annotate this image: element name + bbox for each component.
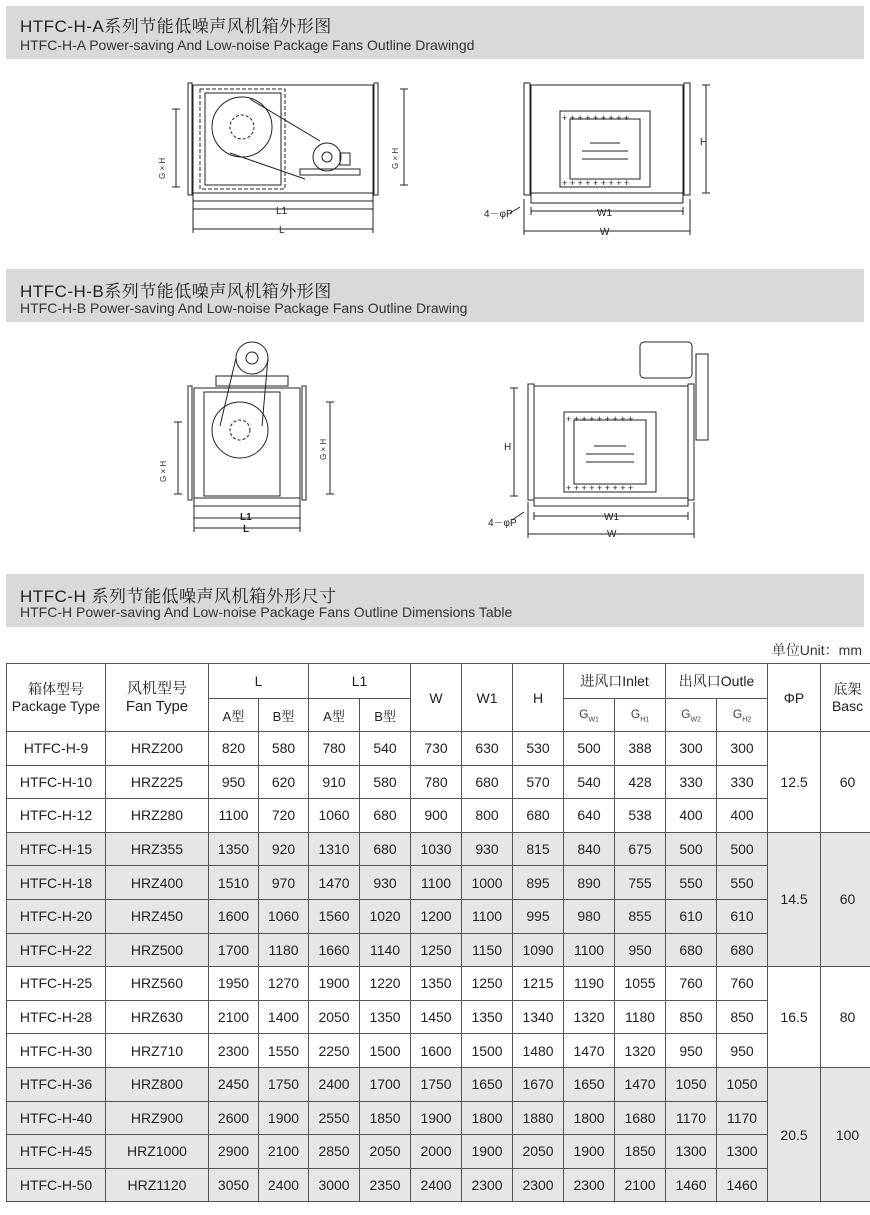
cell-gw2: 1170 <box>666 1101 717 1135</box>
header-fan-type <box>106 664 209 732</box>
cell-gh2: 330 <box>717 765 768 799</box>
cell-base: 80 <box>821 967 870 1068</box>
table-row <box>7 967 870 1001</box>
cell-l-b: 1750 <box>259 1067 309 1101</box>
cell-w: 1600 <box>411 1034 462 1068</box>
header-package-type-en: Package Type <box>11 697 101 714</box>
cell-fan-type: HRZ560 <box>106 967 209 1001</box>
header-fan-type-cn: 风机型号 <box>126 679 187 697</box>
cell-gh1: 1180 <box>615 1000 666 1034</box>
cell-gh1: 1850 <box>615 1135 666 1169</box>
cell-fan-type: HRZ710 <box>106 1034 209 1068</box>
cell-fan-type: HRZ900 <box>106 1101 209 1135</box>
cell-l1-b: 1500 <box>360 1034 411 1068</box>
cell-gw1: 500 <box>564 732 615 766</box>
section-c-title-en: HTFC-H Power-saving And Low-noise Package Fans Outline Dimensions Table <box>20 604 513 620</box>
cell-base: 60 <box>821 732 870 833</box>
cell-l1-b: 680 <box>360 799 411 833</box>
table-row <box>7 1135 870 1169</box>
cell-gh1: 538 <box>615 799 666 833</box>
svg-text:+ + + + + + + + +: + + + + + + + + + <box>562 113 630 123</box>
table-row <box>7 832 870 866</box>
label-a-w: W <box>600 227 610 238</box>
cell-package-type: HTFC-H-28 <box>7 1000 106 1034</box>
cell-gh1: 1320 <box>615 1034 666 1068</box>
cell-gh2: 850 <box>717 1000 768 1034</box>
cell-gh2: 1460 <box>717 1168 768 1202</box>
cell-l-b: 970 <box>259 866 309 900</box>
cell-l1-b: 680 <box>360 832 411 866</box>
cell-w1: 1900 <box>462 1135 513 1169</box>
table-row <box>7 799 870 833</box>
header-gw2-g: G <box>681 706 691 721</box>
header-gw2 <box>666 699 717 732</box>
header-l-a: A型 <box>209 699 259 732</box>
cell-l-a: 1100 <box>209 799 259 833</box>
cell-package-type: HTFC-H-20 <box>7 899 106 933</box>
cell-l1-a: 2850 <box>309 1135 360 1169</box>
cell-gh1: 1470 <box>615 1067 666 1101</box>
cell-l-a: 1510 <box>209 866 259 900</box>
cell-fan-type: HRZ630 <box>106 1000 209 1034</box>
cell-gw1: 1800 <box>564 1101 615 1135</box>
drawing-a-side-box <box>193 85 373 193</box>
label-a-hole: 4－φP <box>484 209 513 220</box>
cell-l1-b: 580 <box>360 765 411 799</box>
drawing-a-front-box <box>531 85 683 193</box>
cell-h: 895 <box>513 866 564 900</box>
table-row <box>7 1000 870 1034</box>
unit-label: 单位Unit：mm <box>771 642 862 658</box>
cell-l1-a: 1060 <box>309 799 360 833</box>
cell-gh1: 428 <box>615 765 666 799</box>
header-l1-b: B型 <box>360 699 411 732</box>
cell-l1-b: 2050 <box>360 1135 411 1169</box>
table-row <box>7 933 870 967</box>
cell-gh1: 388 <box>615 732 666 766</box>
cell-w1: 630 <box>462 732 513 766</box>
cell-gw1: 1100 <box>564 933 615 967</box>
cell-l-b: 2400 <box>259 1168 309 1202</box>
cell-l1-b: 1700 <box>360 1067 411 1101</box>
cell-h: 2050 <box>513 1135 564 1169</box>
cell-gh1: 675 <box>615 832 666 866</box>
section-b-title-cn: HTFC-H-B系列节能低噪声风机箱外形图 <box>20 282 332 301</box>
cell-h: 570 <box>513 765 564 799</box>
header-package-type-cn: 箱体型号 <box>28 680 84 697</box>
header-h: H <box>513 664 564 732</box>
cell-base: 100 <box>821 1067 870 1201</box>
svg-text:+ + + + + + + + +: + + + + + + + + + <box>566 483 634 493</box>
cell-w: 2400 <box>411 1168 462 1202</box>
cell-l1-b: 930 <box>360 866 411 900</box>
header-fan-type-en: Fan Type <box>125 697 189 715</box>
cell-l-b: 920 <box>259 832 309 866</box>
label-b-outlet: G × H <box>319 438 328 460</box>
cell-l-a: 1600 <box>209 899 259 933</box>
cell-fan-type: HRZ355 <box>106 832 209 866</box>
cell-fan-type: HRZ800 <box>106 1067 209 1101</box>
cell-gw1: 540 <box>564 765 615 799</box>
header-inlet: 进风口Inlet <box>564 664 666 699</box>
cell-l-a: 3050 <box>209 1168 259 1202</box>
label-b-inlet: G × H <box>159 460 168 482</box>
cell-l-a: 1700 <box>209 933 259 967</box>
cell-w1: 1150 <box>462 933 513 967</box>
cell-w: 1100 <box>411 866 462 900</box>
cell-gh1: 1055 <box>615 967 666 1001</box>
cell-gw1: 1190 <box>564 967 615 1001</box>
cell-l1-b: 1140 <box>360 933 411 967</box>
cell-gw2: 850 <box>666 1000 717 1034</box>
table-row <box>7 1101 870 1135</box>
cell-h: 1480 <box>513 1034 564 1068</box>
header-gh1-g: G <box>630 706 641 721</box>
cell-gw2: 330 <box>666 765 717 799</box>
cell-package-type: HTFC-H-40 <box>7 1101 106 1135</box>
label-b-w: W <box>607 529 617 540</box>
cell-l-b: 720 <box>259 799 309 833</box>
cell-w: 730 <box>411 732 462 766</box>
cell-l1-a: 2050 <box>309 1000 360 1034</box>
drawing-a <box>0 59 870 259</box>
drawing-b <box>0 330 870 555</box>
cell-h: 680 <box>513 799 564 833</box>
cell-h: 1880 <box>513 1101 564 1135</box>
cell-phi-p: 12.5 <box>768 732 821 833</box>
cell-l1-b: 1850 <box>360 1101 411 1135</box>
header-l1-a: A型 <box>309 699 360 732</box>
cell-h: 2300 <box>513 1168 564 1202</box>
table-row <box>7 866 870 900</box>
cell-gh2: 1300 <box>717 1135 768 1169</box>
cell-l-b: 1550 <box>259 1034 309 1068</box>
cell-l-b: 620 <box>259 765 309 799</box>
label-a-inlet: G × H <box>158 157 167 179</box>
cell-base: 60 <box>821 832 870 966</box>
cell-l-a: 2450 <box>209 1067 259 1101</box>
cell-w: 1250 <box>411 933 462 967</box>
cell-l-a: 2900 <box>209 1135 259 1169</box>
cell-w1: 1100 <box>462 899 513 933</box>
label-b-h: H <box>504 442 512 453</box>
cell-w1: 800 <box>462 799 513 833</box>
cell-w: 900 <box>411 799 462 833</box>
header-base-en: Basc <box>831 697 864 714</box>
cell-gw1: 2300 <box>564 1168 615 1202</box>
cell-gh2: 1170 <box>717 1101 768 1135</box>
cell-gw2: 300 <box>666 732 717 766</box>
cell-l1-b: 1350 <box>360 1000 411 1034</box>
section-c-title-cn: HTFC-H 系列节能低噪声风机箱外形尺寸 <box>20 587 337 606</box>
cell-w1: 680 <box>462 765 513 799</box>
header-gw2-sub: W2 <box>690 716 701 724</box>
dimensions-table <box>6 663 870 1202</box>
cell-gh1: 855 <box>615 899 666 933</box>
cell-gw2: 680 <box>666 933 717 967</box>
table-row <box>7 899 870 933</box>
header-w1: W1 <box>462 664 513 732</box>
header-gh1-sub: H1 <box>640 716 650 724</box>
drawing-b-front-box <box>534 386 688 498</box>
cell-w1: 2300 <box>462 1168 513 1202</box>
header-gw1-g: G <box>579 706 589 721</box>
cell-h: 1670 <box>513 1067 564 1101</box>
cell-package-type: HTFC-H-18 <box>7 866 106 900</box>
cell-package-type: HTFC-H-15 <box>7 832 106 866</box>
section-b-header <box>6 269 864 322</box>
table-row <box>7 732 870 766</box>
cell-l-b: 1180 <box>259 933 309 967</box>
cell-gw2: 1460 <box>666 1168 717 1202</box>
header-gw1 <box>564 699 615 732</box>
cell-w1: 1800 <box>462 1101 513 1135</box>
section-a-title-en: HTFC-H-A Power-saving And Low-noise Package Fans Outline Drawingd <box>20 37 475 53</box>
cell-l1-a: 1900 <box>309 967 360 1001</box>
cell-w1: 1350 <box>462 1000 513 1034</box>
cell-l-a: 820 <box>209 732 259 766</box>
cell-gh2: 950 <box>717 1034 768 1068</box>
cell-gw2: 1050 <box>666 1067 717 1101</box>
cell-w1: 1250 <box>462 967 513 1001</box>
header-gw1-sub: W1 <box>588 716 599 724</box>
label-b-w1: W1 <box>604 512 619 523</box>
cell-gw1: 640 <box>564 799 615 833</box>
cell-l1-a: 780 <box>309 732 360 766</box>
cell-gw1: 890 <box>564 866 615 900</box>
header-gh2-sub: H2 <box>742 716 752 724</box>
cell-gh2: 550 <box>717 866 768 900</box>
cell-l-a: 2300 <box>209 1034 259 1068</box>
cell-l-b: 1270 <box>259 967 309 1001</box>
cell-fan-type: HRZ1000 <box>106 1135 209 1169</box>
cell-w1: 930 <box>462 832 513 866</box>
cell-w: 1200 <box>411 899 462 933</box>
cell-fan-type: HRZ1120 <box>106 1168 209 1202</box>
cell-l-b: 2100 <box>259 1135 309 1169</box>
cell-gh2: 500 <box>717 832 768 866</box>
cell-gw1: 1470 <box>564 1034 615 1068</box>
cell-l1-a: 910 <box>309 765 360 799</box>
cell-l-b: 1060 <box>259 899 309 933</box>
cell-w1: 1000 <box>462 866 513 900</box>
header-package-type <box>7 664 106 732</box>
cell-l1-a: 1660 <box>309 933 360 967</box>
cell-fan-type: HRZ400 <box>106 866 209 900</box>
header-base-cn: 底架 <box>833 680 862 697</box>
cell-l1-b: 540 <box>360 732 411 766</box>
header-outlet: 出风口Outle <box>666 664 768 699</box>
cell-fan-type: HRZ200 <box>106 732 209 766</box>
cell-l1-b: 1020 <box>360 899 411 933</box>
cell-w: 780 <box>411 765 462 799</box>
cell-l-a: 1950 <box>209 967 259 1001</box>
cell-gh2: 300 <box>717 732 768 766</box>
cell-l-b: 580 <box>259 732 309 766</box>
label-b-l: L <box>243 524 250 535</box>
cell-w1: 1500 <box>462 1034 513 1068</box>
cell-l-b: 1400 <box>259 1000 309 1034</box>
cell-h: 995 <box>513 899 564 933</box>
cell-gw2: 1300 <box>666 1135 717 1169</box>
cell-w: 1450 <box>411 1000 462 1034</box>
header-w: W <box>411 664 462 732</box>
cell-phi-p: 14.5 <box>768 832 821 966</box>
section-a-title-cn: HTFC-H-A系列节能低噪声风机箱外形图 <box>20 17 332 36</box>
cell-l1-b: 1220 <box>360 967 411 1001</box>
cell-package-type: HTFC-H-22 <box>7 933 106 967</box>
cell-l-a: 1350 <box>209 832 259 866</box>
header-phi-p: ΦP <box>768 664 821 732</box>
cell-gh1: 2100 <box>615 1168 666 1202</box>
cell-l1-a: 1310 <box>309 832 360 866</box>
svg-text:+ + + + + + + + +: + + + + + + + + + <box>566 414 634 424</box>
label-a-l: L <box>279 225 285 236</box>
label-a-w1: W1 <box>597 208 612 219</box>
cell-phi-p: 16.5 <box>768 967 821 1068</box>
cell-w: 1350 <box>411 967 462 1001</box>
cell-gh1: 755 <box>615 866 666 900</box>
cell-w: 2000 <box>411 1135 462 1169</box>
cell-gw1: 1320 <box>564 1000 615 1034</box>
label-a-h: H <box>700 137 708 148</box>
header-gh2 <box>717 699 768 732</box>
cell-fan-type: HRZ500 <box>106 933 209 967</box>
cell-gw1: 1650 <box>564 1067 615 1101</box>
cell-h: 1215 <box>513 967 564 1001</box>
cell-package-type: HTFC-H-50 <box>7 1168 106 1202</box>
cell-gh2: 760 <box>717 967 768 1001</box>
cell-l1-a: 2250 <box>309 1034 360 1068</box>
cell-h: 815 <box>513 832 564 866</box>
cell-gh2: 680 <box>717 933 768 967</box>
cell-gh2: 400 <box>717 799 768 833</box>
cell-gh2: 1050 <box>717 1067 768 1101</box>
cell-fan-type: HRZ450 <box>106 899 209 933</box>
header-l: L <box>209 664 309 699</box>
cell-gw2: 550 <box>666 866 717 900</box>
cell-l-a: 2600 <box>209 1101 259 1135</box>
label-b-l1: L1 <box>240 512 252 523</box>
header-base <box>821 664 870 732</box>
cell-l1-a: 3000 <box>309 1168 360 1202</box>
cell-l1-a: 1470 <box>309 866 360 900</box>
header-gh2-g: G <box>732 706 743 721</box>
cell-package-type: HTFC-H-10 <box>7 765 106 799</box>
cell-w1: 1650 <box>462 1067 513 1101</box>
section-b-title-en: HTFC-H-B Power-saving And Low-noise Package Fans Outline Drawing <box>20 300 468 316</box>
cell-gw2: 610 <box>666 899 717 933</box>
cell-l-b: 1900 <box>259 1101 309 1135</box>
label-a-l1: L1 <box>276 206 288 217</box>
cell-phi-p: 20.5 <box>768 1067 821 1201</box>
cell-fan-type: HRZ280 <box>106 799 209 833</box>
table-row <box>7 765 870 799</box>
cell-gh1: 950 <box>615 933 666 967</box>
cell-gh2: 610 <box>717 899 768 933</box>
cell-gh1: 1680 <box>615 1101 666 1135</box>
cell-gw1: 840 <box>564 832 615 866</box>
cell-l-a: 950 <box>209 765 259 799</box>
section-c-header <box>6 574 864 627</box>
cell-gw1: 1900 <box>564 1135 615 1169</box>
cell-l1-a: 2400 <box>309 1067 360 1101</box>
table-body <box>7 732 870 1202</box>
label-a-outlet: G × H <box>391 147 400 169</box>
table-row <box>7 1034 870 1068</box>
cell-l1-a: 2550 <box>309 1101 360 1135</box>
drawing-b-outlet <box>564 412 656 492</box>
cell-w: 1900 <box>411 1101 462 1135</box>
cell-package-type: HTFC-H-36 <box>7 1067 106 1101</box>
header-l1: L1 <box>309 664 411 699</box>
drawing-b-side-box <box>194 388 300 498</box>
cell-h: 1090 <box>513 933 564 967</box>
cell-package-type: HTFC-H-9 <box>7 732 106 766</box>
section-a-header <box>6 6 864 59</box>
header-l-b: B型 <box>259 699 309 732</box>
cell-gw2: 500 <box>666 832 717 866</box>
cell-package-type: HTFC-H-45 <box>7 1135 106 1169</box>
cell-package-type: HTFC-H-30 <box>7 1034 106 1068</box>
cell-package-type: HTFC-H-25 <box>7 967 106 1001</box>
svg-text:+ + + + + + + + +: + + + + + + + + + <box>562 178 630 188</box>
cell-fan-type: HRZ225 <box>106 765 209 799</box>
cell-l-a: 2100 <box>209 1000 259 1034</box>
cell-gw2: 760 <box>666 967 717 1001</box>
cell-package-type: HTFC-H-12 <box>7 799 106 833</box>
table-row <box>7 1067 870 1101</box>
cell-h: 1340 <box>513 1000 564 1034</box>
cell-gw1: 980 <box>564 899 615 933</box>
cell-w: 1030 <box>411 832 462 866</box>
cell-gw2: 400 <box>666 799 717 833</box>
table-row <box>7 1168 870 1202</box>
cell-gw2: 950 <box>666 1034 717 1068</box>
header-gh1 <box>615 699 666 732</box>
cell-w: 1750 <box>411 1067 462 1101</box>
cell-h: 530 <box>513 732 564 766</box>
label-b-hole: 4－φP <box>488 518 517 529</box>
cell-l1-b: 2350 <box>360 1168 411 1202</box>
cell-l1-a: 1560 <box>309 899 360 933</box>
